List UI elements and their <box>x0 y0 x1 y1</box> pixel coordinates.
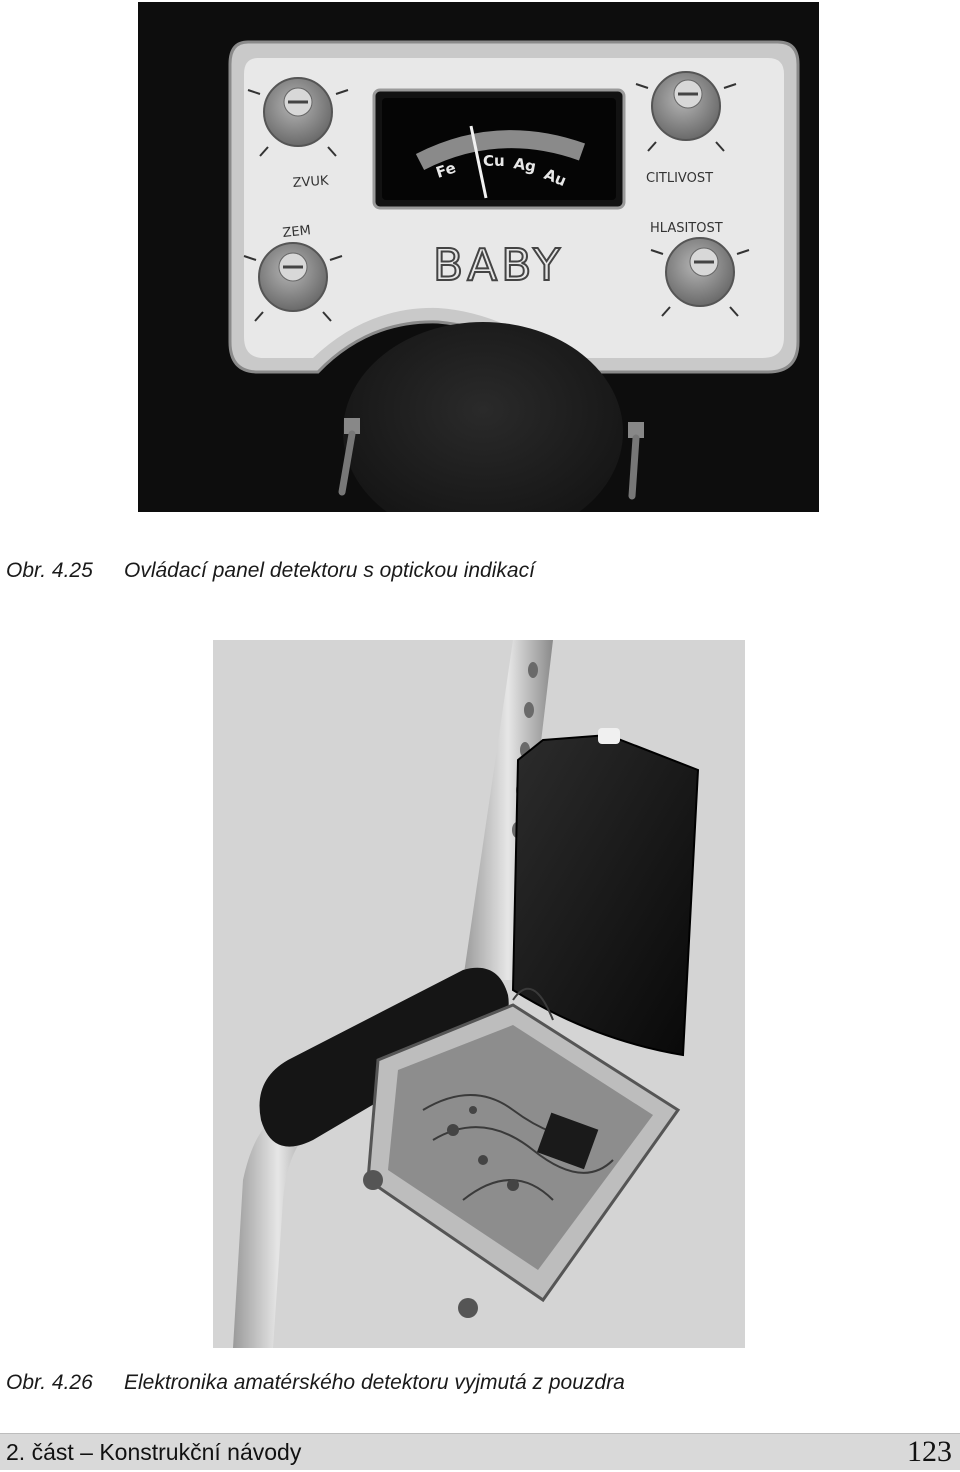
figure-number: Obr. 4.25 <box>6 559 93 582</box>
knob-top-right <box>652 72 720 140</box>
label-hlasitost: HLASITOST <box>650 221 723 236</box>
figure-4-26-photo <box>213 640 745 1348</box>
label-zem: ZEM <box>281 223 312 241</box>
page-footer <box>0 1433 960 1470</box>
black-housing <box>513 735 698 1055</box>
toggle-switch-right <box>628 422 644 496</box>
figure-number: Obr. 4.26 <box>6 1371 93 1394</box>
panel-brand: BABY <box>433 240 564 291</box>
knob-bottom-left <box>259 243 327 311</box>
figure-4-25-caption <box>6 558 535 584</box>
caption-text: Ovládací panel detektoru s optickou indikací <box>124 559 535 582</box>
meter-label-ag: Ag <box>512 154 538 176</box>
figure-4-25-photo <box>138 2 819 512</box>
caption-text: Elektronika amatérského detektoru vyjmutá z pouzdra <box>124 1371 625 1394</box>
electronics-illustration <box>213 640 745 1348</box>
label-zvuk: ZVUK <box>292 173 330 191</box>
control-panel-illustration <box>138 2 819 512</box>
meter-label-au: Au <box>541 165 569 191</box>
figure-4-26-caption <box>6 1370 625 1396</box>
meter-label-cu: Cu <box>483 152 505 170</box>
knob-top-left <box>264 78 332 146</box>
meter-label-fe: Fe <box>433 158 459 182</box>
footer-section-title: 2. část – Konstrukční návody <box>6 1439 302 1465</box>
page-number: 123 <box>907 1435 952 1468</box>
label-citlivost: CITLIVOST <box>646 171 714 186</box>
knob-bottom-right <box>666 238 734 306</box>
